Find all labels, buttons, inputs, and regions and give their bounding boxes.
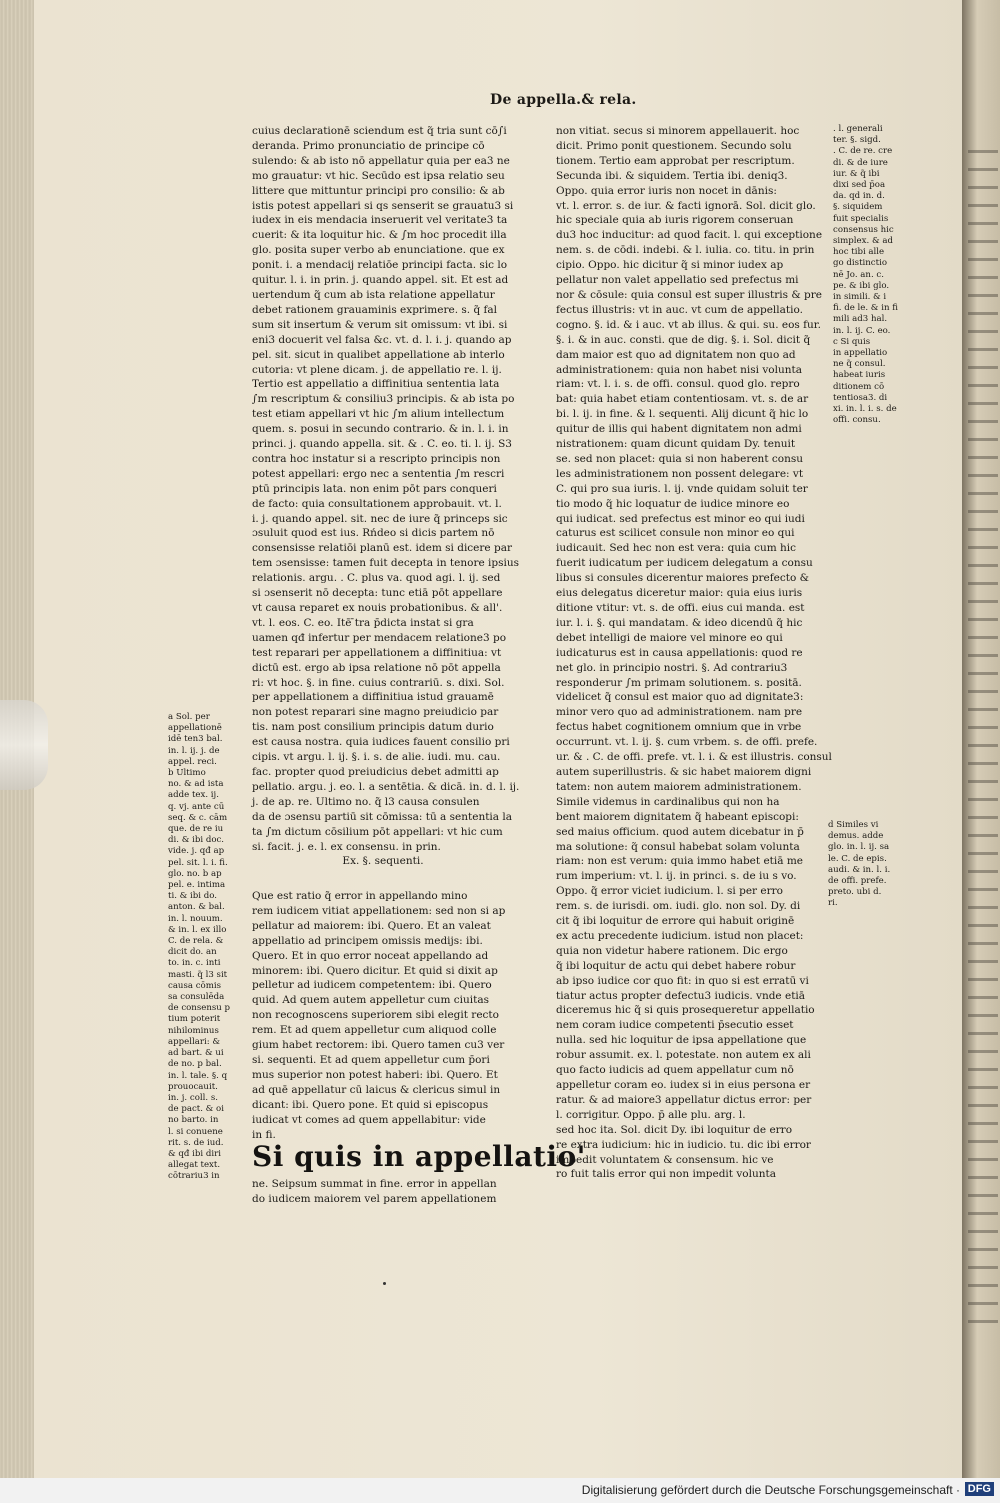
right-column-line: sed maius officium. quod autem dicebatur in p̄	[556, 825, 804, 838]
right-column-line: Secunda ibi. & siquidem. Tertia ibi. deniq3.	[556, 169, 788, 182]
right-column-line: riam: non est verum: quia immo habet etiā me	[556, 855, 804, 868]
right-column-line: q̃ ibi loquitur de actu qui debet habere robur	[556, 959, 796, 972]
right-column-line: ditione vtitur: vt. s. de offi. eius cui manda. est	[556, 602, 805, 614]
right-column-line: cipio. Oppo. hic dicitur q̃ si minor iudex ap	[556, 259, 784, 272]
margin-note-line: b Ultimo	[168, 768, 206, 779]
margin-note-line: di. & de iure	[833, 157, 888, 168]
left-column-line: cutoria: vt plene dicam. j. de appellatio re. l. ij.	[252, 363, 502, 376]
right-column-line: Oppo. quia error iuris non nocet in dānis:	[556, 184, 777, 197]
margin-note-line: sa consulēda	[168, 992, 225, 1003]
right-column-line: dam maior est quo ad dignitatem non quo ad	[556, 348, 796, 361]
right-column-line: iudicauit. Sed hec non est vera: quia cum hic	[556, 542, 797, 555]
left-column-index-line: si. sequenti. Et ad quem appelletur cum p̄ori	[252, 1053, 490, 1066]
right-column-line: impedit voluntatem & consensum. hic ve	[556, 1153, 774, 1166]
left-column-line: mo grauatur: vt hic. Secūdo est ipsa relatio seu	[252, 169, 505, 182]
margin-note-line: . C. de re. cre	[833, 146, 893, 157]
left-column-line: uamen qđ infertur per mendacem relatione3 po	[252, 631, 507, 644]
left-column-line: cuerit: & ita loquitur hic. & ∫m hoc procedit illa	[252, 229, 507, 242]
margin-note-line: cōtrariu3 in	[168, 1171, 220, 1182]
left-column-index-line: Quero. Et in quo error noceat appellando ad	[252, 949, 489, 962]
margin-note-line: adde tex. ij.	[168, 790, 219, 801]
right-column-line: riam: vt. l. i. s. de offi. consul. quod glo. repro	[556, 378, 800, 391]
left-column-line: j. de ap. re. Ultimo no. q̃ l3 causa consulen	[252, 795, 480, 808]
right-column-line: se. sed non placet: quia si non haberent consu	[556, 452, 803, 465]
left-column-line: consensisse relatiōi planū est. idem si dicere par	[252, 542, 512, 555]
left-column-index-line: pelletur ad iudicem competentem: ibi. Quero	[252, 979, 492, 992]
margin-note-line: glo. no. b ap	[168, 868, 222, 879]
left-column-line: non potest reparari sine magno preiudicio par	[252, 706, 499, 719]
left-column-line: ɔsuluit quod est ius. Rńdeo si dicis partem nō	[252, 527, 495, 540]
right-column-line: non vitiat. secus si minorem appellauerit. hoc	[556, 125, 800, 137]
margin-note-line: de pact. & oi	[168, 1104, 224, 1115]
right-column-line: les administrationem non possent delegare: vt	[556, 467, 804, 480]
right-column-line: ratur. & ad maiore3 appellatur dictus error: per	[556, 1093, 812, 1106]
right-column-line: libus si consules dicerentur maiores prefecto &	[556, 572, 809, 585]
left-column-line: vt causa reparet ex nouis probationibus. & all'.	[252, 602, 503, 614]
left-column-line: ta ∫m dictum cōsilium pōt appellari: vt hic cum	[252, 825, 503, 838]
right-column-line: bat: quia habet etiam contentiosam. vt. s. de ar	[556, 393, 809, 406]
margin-note-line: appel. reci.	[168, 756, 217, 767]
margin-note-line: offi. consu.	[833, 415, 881, 426]
right-column-line: fuerit iudicatum per iudicem delegatum a consu	[556, 557, 813, 570]
right-column-line: §. i. & in auc. consti. que de dig. §. i. Sol. dicit q̃	[556, 333, 811, 346]
right-column-line: net glo. in principio nostri. §. Ad contrariu3	[556, 661, 788, 674]
right-column-line: iudicaturus est in causa appellationis: quod re	[556, 646, 803, 659]
left-column-line: quitur. l. i. in prin. j. quando appel. sit. Et est ad	[252, 274, 509, 287]
section-heading: Si quis in appellatio'	[252, 1140, 586, 1173]
left-column-line: quem. s. posui in secundo contrario. & in. l. i. in	[252, 423, 509, 436]
margin-note-line: vide. j. qđ ap	[168, 846, 225, 857]
left-column-line: eni3 docuerit vel falsa &c. vt. d. l. i. j. quando ap	[252, 333, 512, 346]
right-column-line: caturus est scilicet consule non minor eo qui	[556, 527, 795, 540]
right-column-line: re extra iudicium: hic in iudicio. tu. dic ibi error	[556, 1138, 811, 1151]
left-column-line: i. j. quando appel. sit. nec de iure q̃ princeps sic	[252, 512, 508, 525]
left-column-line: princi. j. quando appella. sit. & . C. eo. ti. l. ij. S3	[252, 438, 512, 451]
margin-note-left	[168, 712, 230, 1183]
margin-note-right-mid	[828, 820, 890, 910]
left-column-index-line: non recognoscens superiorem sibi elegit recto	[252, 1009, 499, 1022]
margin-note-line: ad bart. & ui	[168, 1048, 224, 1059]
margin-note-line: masti. q̃ l3 sit	[168, 969, 228, 980]
left-column-line: sum sit insertum & verum sit omissum: vt ibi. si	[252, 318, 508, 331]
right-column-line: sed hoc ita. Sol. dicit Dy. ibi loquitur de erro	[556, 1123, 793, 1136]
left-column-line: ∫m rescriptum & consiliu3 principis. & ab ista po	[252, 393, 515, 406]
left-column-line: de facto: quia consultationem approbauit. vt. l.	[252, 497, 502, 510]
left-column-line: uertendum q̃ cum ab ista relatione appellatur	[252, 288, 495, 301]
margin-note-line: no. & ad ista	[168, 779, 224, 790]
left-column-line: istis potest appellari si qs senserit se grauatu3 si	[252, 199, 514, 212]
margin-note-line: anton. & bal.	[168, 902, 225, 913]
left-column-index-line: gium habet rectorem: ibi. Quero tamen cu3 ver	[252, 1039, 505, 1052]
margin-note-line: ditionem cō	[833, 381, 885, 392]
left-column-line: iudex in eis mendacia inseruerit vel veritate3 ta	[252, 214, 508, 227]
right-column-line: nulla. sed hic loquitur de ipsa appellatione que	[556, 1034, 807, 1047]
left-column-line: glo. posita super verbo ab enunciatione. que ex	[252, 244, 505, 257]
margin-note-line: allegat text.	[168, 1160, 221, 1171]
left-column-line: dictū est. ergo ab ipsa relatione nō pōt appella	[252, 661, 501, 674]
left-column-line: si. facit. j. e. l. ex consensu. in prin.	[252, 840, 441, 853]
right-column-line: ex actu precedente iudicium. istud non placet:	[556, 929, 804, 942]
margin-note-line: causa cōmis	[168, 980, 222, 991]
right-column-line: quia non videtur habere rationem. Dic ergo	[556, 944, 788, 957]
left-column-line: ri: vt hoc. §. in fine. cuius contrariū. s. dixi. Sol.	[252, 676, 505, 689]
margin-note-line: d Similes vi	[828, 820, 879, 830]
right-column-line: iur. l. i. §. qui mandatam. & ideo dicendū q̃ hic	[556, 616, 803, 629]
margin-note-line: C. de rela. &	[168, 936, 224, 947]
right-column-line: dicit. Primo ponit questionem. Secundo solu	[556, 139, 792, 152]
left-column-index-line: mus superior non potest haberi: ibi. Quero. Et	[252, 1068, 498, 1081]
right-column-line: ab ipso iudice cor quo fit: in quo si est erratū vi	[556, 974, 809, 987]
margin-note-line: in. j. coll. s.	[168, 1092, 218, 1103]
margin-note-line: de no. p bal.	[168, 1059, 222, 1070]
margin-note-line: idē ten3 bal.	[168, 734, 223, 745]
margin-note-line: tentiosa3. di	[833, 392, 888, 403]
margin-note-line: consensus hic	[833, 224, 894, 235]
right-column-line: fectus illustris: vt in auc. vt cum de appellatio.	[556, 303, 803, 316]
margin-note-line: c Si quis	[833, 336, 871, 347]
page-mark-dot	[383, 1282, 386, 1285]
margin-note-line: fuit specialis	[833, 213, 889, 224]
right-column-line: videlicet q̃ consul est maior quo ad dignitate3:	[556, 691, 804, 704]
left-column-line: test etiam appellari vt hic ∫m alium intellectum	[252, 408, 505, 421]
right-column-line: minor vero quo ad administrationem. nam pre	[556, 706, 803, 719]
margin-note-line: xi. in. l. i. s. de	[833, 404, 897, 415]
margin-note-line: pel. sit. l. i. fi.	[168, 857, 228, 868]
left-column-summary-line: ne. Seipsum summat in fine. error in appellan	[252, 1178, 497, 1190]
left-column-line: ponit. i. a mendacij relatiōe principi facta. sic lo	[252, 259, 508, 272]
right-column-line: eius delegatus diceretur maior: quia eius iuris	[556, 587, 803, 600]
left-column-index-line: dicant: ibi. Quero pone. Et quid si episcopus	[252, 1098, 489, 1111]
right-column-line: cit q̃ ibi loquitur de errore qui habuit originē	[556, 915, 795, 928]
margin-note-line: appellari: &	[168, 1036, 220, 1047]
margin-note-line: appellationē	[168, 723, 222, 734]
margin-note-line: in. l. ij. j. de	[168, 745, 220, 756]
margin-note-line: ne q̃ consul.	[833, 359, 886, 370]
margin-note-line: di. & ibi doc.	[168, 835, 225, 846]
margin-note-line: . l. generali	[833, 124, 883, 134]
left-column-index-line: in fi.	[252, 1128, 276, 1141]
margin-note-line: dicit do. an	[168, 947, 217, 958]
left-column-index-line: iudicat vt comes ad quem appellabitur: vide	[252, 1113, 486, 1126]
right-column-line: responderur ∫m primam solutionem. s. positā.	[556, 676, 802, 689]
left-column-line: cipis. vt argu. l. ij. §. i. s. de alie. iudi. mu. cau.	[252, 751, 501, 764]
centered-heading-line: Ex. §. sequenti.	[342, 855, 424, 868]
right-column-line: nor & cōsule: quia consul est super illustris & pre	[556, 288, 822, 301]
right-column-line: ro fuit talis error qui non impedit volunta	[556, 1168, 776, 1181]
right-column-line: bi. l. ij. in fine. & l. sequenti. Alij dicunt q̃ hic lo	[556, 408, 809, 421]
margin-note-line: preto. ubi d.	[828, 887, 882, 898]
margin-note-line: in appellatio	[833, 348, 888, 359]
left-column-line: sulendo: & ab isto nō appellatur quia per ea3 ne	[252, 154, 510, 167]
margin-note-line: simplex. & ad	[833, 236, 893, 247]
margin-note-line: glo. in. l. ij. sa	[828, 842, 890, 853]
left-column-index-line: rem. Et ad quem appelletur cum aliquod colle	[252, 1024, 497, 1037]
right-column-line: du3 hoc inducitur: ad quod facit. l. qui exceptione	[556, 229, 823, 242]
margin-note-line: seq. & c. cām	[168, 812, 228, 823]
margin-note-line: in. l. nouum.	[168, 913, 223, 924]
left-column-line: potest appellari: ergo nec a sententia ∫m rescri	[252, 467, 505, 480]
right-column-line: bent maiorem dignitatem q̃ habeant episcopi:	[556, 810, 799, 823]
margin-note-line: rit. s. de iud.	[168, 1137, 224, 1148]
margin-note-line: to. in. c. inti	[168, 958, 221, 969]
right-column-line: hic speciale quia ab iuris rigorem conseruan	[556, 214, 794, 227]
right-column-line: ma solutione: q̃ consul habebat solam volunta	[556, 840, 800, 853]
left-column-index-line: minorem: ibi. Quero dicitur. Et quid si dixit ap	[252, 964, 498, 977]
right-column-line: C. qui pro sua iuris. l. ij. vnde quidam soluit ter	[556, 482, 808, 495]
margin-note-line: mili ad3 hal.	[833, 314, 888, 325]
right-column-line: tio modo q̃ hic loquatur de iudice minore eo	[556, 497, 790, 510]
left-column-index-line: appellatio ad principem omissis medijs: ibi.	[252, 934, 483, 947]
margin-note-line: nē Jo. an. c.	[833, 269, 884, 280]
margin-note-line: §. siquidem	[833, 202, 883, 213]
right-column-line: occurrunt. vt. l. ij. §. cum vrbem. s. de offi. prefe.	[556, 736, 818, 749]
margin-note-line: in. l. tale. §. q	[168, 1070, 228, 1081]
left-column-summary	[252, 1177, 514, 1237]
margin-note-line: tium poterit	[168, 1014, 221, 1025]
left-column-line: debet rationem grauaminis exprimere. s. q̃ fal	[252, 303, 498, 316]
margin-note-line: hoc tibi alle	[833, 247, 885, 258]
running-head: De appella.& rela.	[490, 92, 637, 108]
margin-note-line: no barto. in	[168, 1115, 219, 1126]
right-column-line: tiatur actus propter defectu3 iudicis. vnde etiā	[556, 989, 806, 1002]
margin-note-line: dixi sed p̄oa	[833, 180, 886, 191]
left-column-line: tem ɔsensisse: tamen fuit decepta in tenore ipsius	[252, 557, 519, 570]
margin-note-line: in simili. & i	[833, 292, 887, 303]
right-column-line: tionem. Tertio eam approbat per rescriptum.	[556, 154, 795, 167]
margin-note-line: fi. de le. & in fi	[833, 303, 898, 314]
right-column-line: rum imperium: vt. l. ij. in princi. s. de iu s vo.	[556, 870, 797, 883]
left-column-line: est causa nostra. quia iudices fauent consilio pri	[252, 736, 510, 749]
margin-note-right-top	[833, 124, 898, 426]
right-column-line: robur assumit. ex. l. potestate. non autem ex ali	[556, 1049, 811, 1062]
left-column-index-line: Que est ratio q̃ error in appellando mino	[252, 890, 468, 902]
right-column-line: tatem: non autem maiorem administrationem.	[556, 780, 802, 793]
margin-note-line: de offi. prefe.	[828, 876, 887, 887]
left-column-line: littere que mittuntur principi pro consilio: & ab	[252, 184, 505, 197]
left-column-line: deranda. Primo pronunciatio de principe cō	[252, 139, 485, 152]
margin-note-line: habeat iuris	[833, 370, 886, 381]
margin-note-line: prouocauit.	[168, 1081, 218, 1092]
margin-note-line: nihilominus	[168, 1025, 219, 1036]
margin-note-line: & in. l. ex illo	[168, 924, 227, 935]
right-column-line: quitur de illis qui habent dignitatem non admi	[556, 423, 802, 436]
dfg-logo: DFG	[965, 1482, 994, 1496]
right-column-line: rem. s. de iurisdi. om. iudi. glo. non sol. Dy. di	[556, 900, 801, 913]
left-column-line: relationis. argu. . C. plus va. quod agi. l. ij. sed	[252, 572, 501, 585]
left-column-line: contra hoc instatur si a rescripto principis non	[252, 452, 501, 465]
right-column-line: debet intelligi de maiore vel minore eo qui	[556, 631, 783, 644]
left-column-line: da de ɔsensu partiū sit cōmissa: tū a sententia la	[252, 810, 513, 823]
left-column-line: tis. nam post consilium principis datum durio	[252, 721, 494, 734]
left-column-line: si ɔsenserit nō decepta: tunc etiā pōt appellare	[252, 587, 503, 600]
margin-note-line: iur. & q̃ ibi	[833, 168, 880, 179]
right-column-line: nem coram iudice competenti p̄secutio esset	[556, 1019, 794, 1032]
margin-note-line: l. si conuene	[168, 1126, 223, 1137]
margin-note-line: & qđ ibi diri	[168, 1148, 221, 1159]
margin-note-line: de consensu p	[168, 1003, 231, 1014]
margin-note-line: da. qd in. d.	[833, 191, 885, 202]
margin-note-line: a Sol. per	[168, 712, 210, 722]
right-column-line: vt. l. error. s. de iur. & facti ignorā. Sol. dicit glo.	[556, 199, 816, 212]
right-column-line: fectus habet cognitionem omnium que in vrbe	[556, 721, 802, 734]
margin-note-line: pel. e. intima	[168, 880, 226, 891]
margin-note-line: audi. & in. l. i.	[828, 864, 891, 875]
left-column-index-text	[252, 889, 514, 1141]
left-column-index-line: quid. Ad quem autem appelletur cum ciuitas	[252, 994, 489, 1007]
left-column-line: pel. sit. sicut in qualibet appellatione ab interlo	[252, 348, 505, 361]
right-column-line: pellatur non valet appellatio sed prefectus mi	[556, 274, 799, 287]
right-column-line: appelletur coram eo. iudex si in eius persona er	[556, 1079, 811, 1091]
left-column-line: vt. l. eos. C. eo. Itē ̄tra p̄dicta instat si gra	[252, 616, 474, 629]
left-column-index-line: pellatur ad maiorem: ibi. Quero. Et an valeat	[252, 919, 491, 932]
right-column-line: diceremus hic q̃ si quis prosequeretur appellatio	[556, 1004, 815, 1017]
margin-note-line: in. l. ij. C. eo.	[833, 325, 891, 336]
left-column-summary-line: do iudicem maiorem vel parem appellationem	[252, 1192, 497, 1205]
right-column-line: nistrationem: quam dicunt quidam Dy. tenuit	[556, 438, 796, 451]
margin-note-line: ti. & ibi do.	[168, 891, 218, 902]
right-column-line: quo facto iudicis ad quem appellatur cum nō	[556, 1064, 794, 1077]
page-clip	[0, 700, 48, 790]
margin-note-line: ri.	[828, 898, 838, 909]
left-column-line: test reparari per appellationem a diffinitiua: vt	[252, 646, 502, 659]
left-column-line: per appellationem a diffinitiua istud grauamē	[252, 691, 494, 704]
opposite-page-text-shadow	[968, 150, 998, 1330]
margin-note-line: q. vj. ante cū	[168, 801, 225, 812]
right-column-line: Simile videmus in cardinalibus qui non ha	[556, 795, 780, 808]
right-column-line: cogno. §. id. & i auc. vt ab illus. & qui. su. eos fur.	[556, 318, 821, 331]
margin-note-line: que. de re iu	[168, 824, 224, 835]
right-column-line: Oppo. q̃ error viciet iudicium. l. si per erro	[556, 885, 783, 898]
left-column-line: pellatio. argu. j. eo. l. a sentētia. & dicā. in. d. l. ij.	[252, 780, 520, 793]
right-column-text	[556, 124, 832, 1224]
left-column-index-line: rem iudicem vitiat appellationem: sed non si ap	[252, 904, 506, 917]
right-column-line: administrationem: quia non habet nisi volunta	[556, 363, 802, 376]
margin-note-line: ter. §. sigd.	[833, 135, 881, 146]
left-column-line: cuius declarationē sciendum est q̃ tria sunt cō∫i	[252, 125, 507, 137]
left-column-line: fac. propter quod preiudicius debet admitti ap	[252, 765, 499, 778]
margin-note-line: go distinctio	[833, 258, 887, 269]
left-column-index-line: ad quē appellatur cū laicus & clericus simul in	[252, 1083, 501, 1096]
left-column-line: Tertio est appellatio a diffinitiua sententia lata	[252, 378, 500, 391]
footer-credit: Digitalisierung gefördert durch die Deutsche Forschungsgemeinschaft ·	[581, 1483, 960, 1497]
margin-note-line: le. C. de epis.	[828, 853, 887, 864]
left-column-line: ptū principis lata. non enim pōt pars conqueri	[252, 482, 497, 495]
right-column-line: nem. s. de cōdi. indebi. & l. iulia. co. titu. in prin	[556, 244, 815, 257]
right-column-line: l. corrigitur. Oppo. p̄ alle plu. arg. l.	[556, 1108, 746, 1121]
right-column-line: ur. & . C. de offi. prefe. vt. l. i. & est illustris. consul	[556, 751, 832, 764]
right-column-line: autem superillustris. & sic habet maiorem digni	[556, 765, 812, 778]
margin-note-line: pe. & ibi glo.	[833, 280, 890, 291]
margin-note-line: demus. adde	[828, 831, 884, 842]
right-column-line: qui iudicat. sed prefectus est minor eo qui iudi	[556, 512, 805, 525]
left-column-text	[252, 124, 520, 884]
